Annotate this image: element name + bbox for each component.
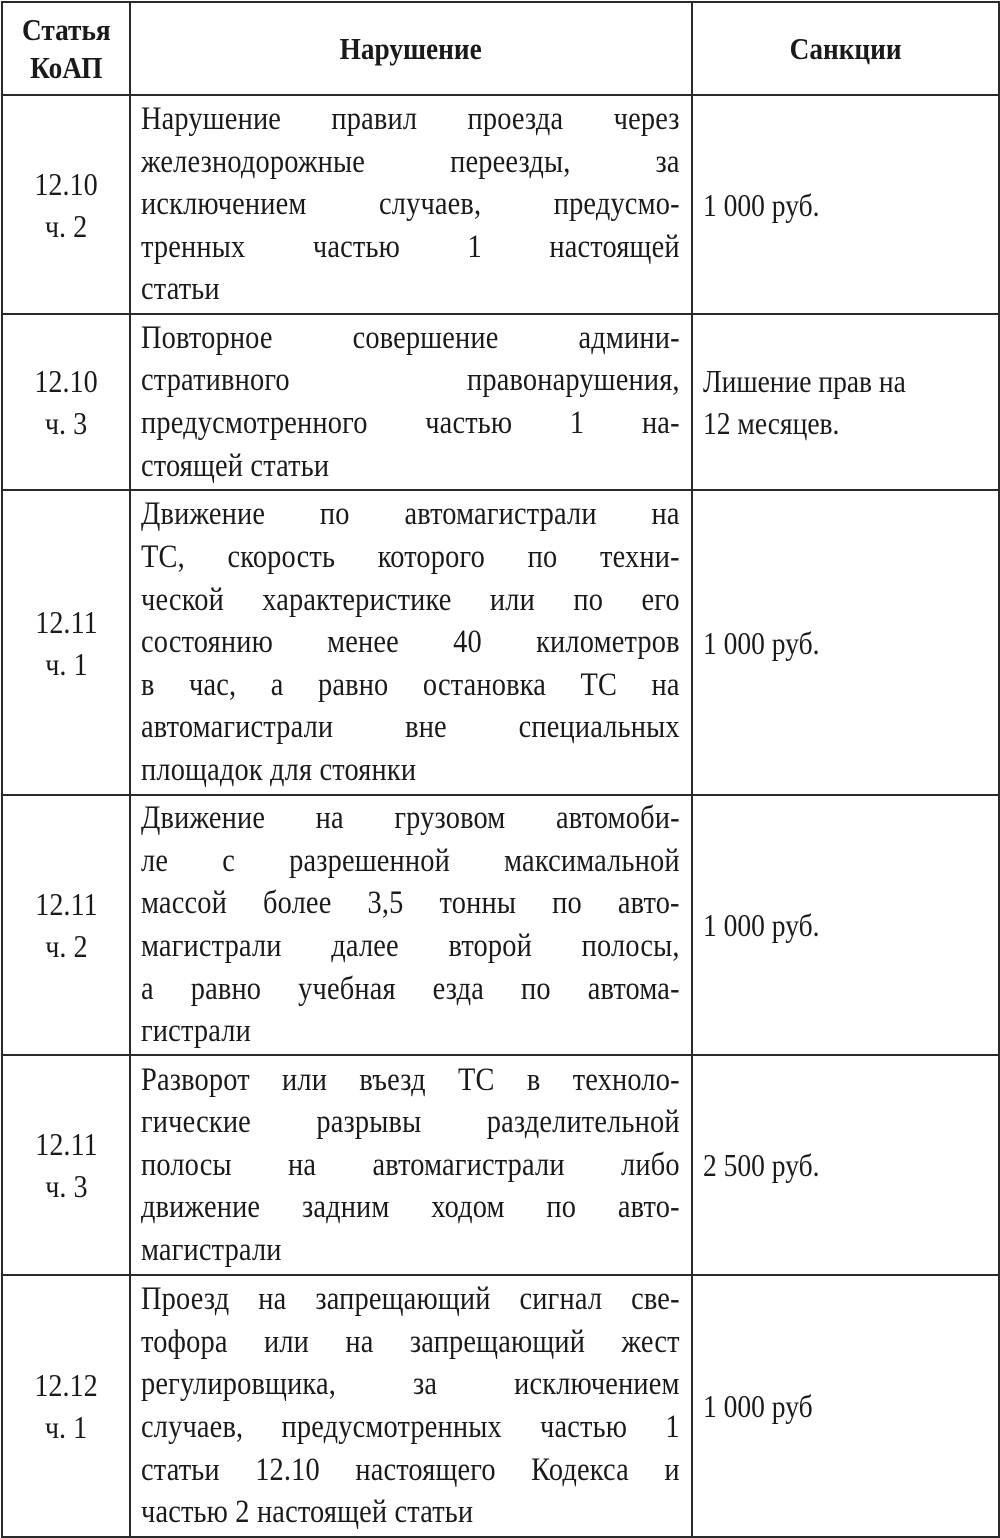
violation-line: движение задним ходом по авто- — [141, 1189, 680, 1226]
sanction-line: 2 500 руб. — [703, 1147, 820, 1183]
article-cell — [2, 795, 130, 1055]
violation-line: статьи 12.10 настоящего Кодекса и — [141, 1451, 680, 1488]
violation-line: гические разрывы разделительной — [141, 1104, 680, 1141]
violation-line: Движение на грузовом автомоби- — [141, 800, 680, 837]
header-row — [2, 2, 999, 95]
violation-line: состоянию менее 40 километров — [141, 624, 680, 661]
violation-line: стоящей статьи — [141, 447, 330, 484]
violation-line: случаев, предусмотренных частью 1 — [141, 1409, 680, 1445]
violation-cell — [130, 795, 692, 1055]
article-line: ч. 2 — [44, 928, 88, 964]
violation-line: частью 2 настоящей статьи — [141, 1494, 474, 1531]
table-row — [2, 95, 999, 314]
article-line: 12.11 — [34, 886, 98, 922]
article-cell — [2, 1055, 130, 1275]
article-line: ч. 1 — [44, 1409, 88, 1445]
violation-line: гистрали — [141, 1013, 251, 1050]
violation-line: тофора или на запрещающий жест — [141, 1323, 680, 1360]
sanction-line: Лишение прав на — [703, 363, 906, 399]
sanction-line: 1 000 руб. — [703, 186, 820, 223]
article-line: 12.11 — [34, 603, 98, 640]
violation-line: предусмотренного частью 1 на- — [141, 405, 680, 441]
violation-line: тренных частью 1 настоящей — [141, 228, 680, 265]
article-line: 12.11 — [34, 1126, 98, 1162]
violation-line: массой более 3,5 тонны по авто- — [141, 885, 680, 922]
violation-line: Повторное совершение админи- — [141, 319, 680, 356]
violation-line: в час, а равно остановка ТС на — [141, 666, 680, 703]
header-article — [2, 2, 130, 95]
table-row — [2, 1055, 999, 1275]
sanction-cell — [692, 95, 999, 314]
article-line: 12.10 — [34, 165, 98, 202]
violation-line: площадок для стоянки — [141, 751, 417, 788]
violation-line: магистрали далее второй полосы, — [141, 928, 680, 964]
violation-line: железнодорожные переезды, за — [141, 143, 680, 180]
article-line: ч. 3 — [44, 1168, 88, 1204]
violation-line: ТС, скорость которого по техни- — [141, 539, 680, 576]
violation-line: ле с разрешенной максимальной — [141, 842, 680, 879]
sanction-cell — [692, 1055, 999, 1275]
sanction-cell — [692, 795, 999, 1055]
table-row — [2, 314, 999, 490]
violation-cell — [130, 1275, 692, 1537]
table-row — [2, 795, 999, 1055]
koap-violations-table — [1, 1, 1000, 1538]
table-row — [2, 1275, 999, 1537]
article-cell — [2, 314, 130, 490]
article-line: ч. 2 — [44, 207, 88, 244]
article-line: ч. 1 — [44, 645, 88, 682]
article-line: 12.10 — [34, 363, 98, 399]
sanction-cell — [692, 490, 999, 795]
violation-cell — [130, 490, 692, 795]
article-line: 12.12 — [34, 1367, 98, 1403]
violation-cell — [130, 1055, 692, 1275]
violation-line: ческой характеристике или по его — [141, 581, 680, 618]
sanction-cell — [692, 1275, 999, 1537]
violation-line: стративного правонарушения, — [141, 362, 680, 399]
table-row — [2, 490, 999, 795]
sanction-cell — [692, 314, 999, 490]
article-cell — [2, 1275, 130, 1537]
header-article-line: КоАП — [29, 49, 103, 85]
violation-line: Движение по автомагистрали на — [141, 496, 680, 533]
table-body — [2, 95, 999, 1537]
header-violation: Нарушение — [130, 2, 692, 95]
sanction-line: 1 000 руб. — [703, 907, 820, 943]
violation-line: Нарушение правил проезда через — [141, 101, 680, 138]
violation-line: полосы на автомагистрали либо — [141, 1146, 680, 1183]
violation-line: а равно учебная езда по автома- — [141, 970, 680, 1007]
sanction-line: 1 000 руб — [703, 1388, 813, 1424]
violation-cell — [130, 314, 692, 490]
violation-line: регулировщика, за исключением — [141, 1366, 680, 1403]
article-cell — [2, 95, 130, 314]
violation-line: Разворот или въезд ТС в техноло- — [141, 1061, 680, 1098]
violation-line: магистрали — [141, 1231, 282, 1268]
violation-line: статьи — [141, 271, 220, 308]
violation-line: исключением случаев, предусмо- — [141, 186, 680, 223]
article-cell — [2, 490, 130, 795]
header-sanctions: Санкции — [692, 2, 999, 95]
sanction-line: 1 000 руб. — [703, 624, 820, 661]
sanction-line: 12 месяцев. — [703, 405, 840, 441]
violation-line: Проезд на запрещающий сигнал све- — [141, 1281, 680, 1318]
violation-cell — [130, 95, 692, 314]
header-article-line: Статья — [21, 11, 111, 47]
violation-line: автомагистрали вне специальных — [141, 709, 680, 746]
article-line: ч. 3 — [44, 405, 88, 441]
